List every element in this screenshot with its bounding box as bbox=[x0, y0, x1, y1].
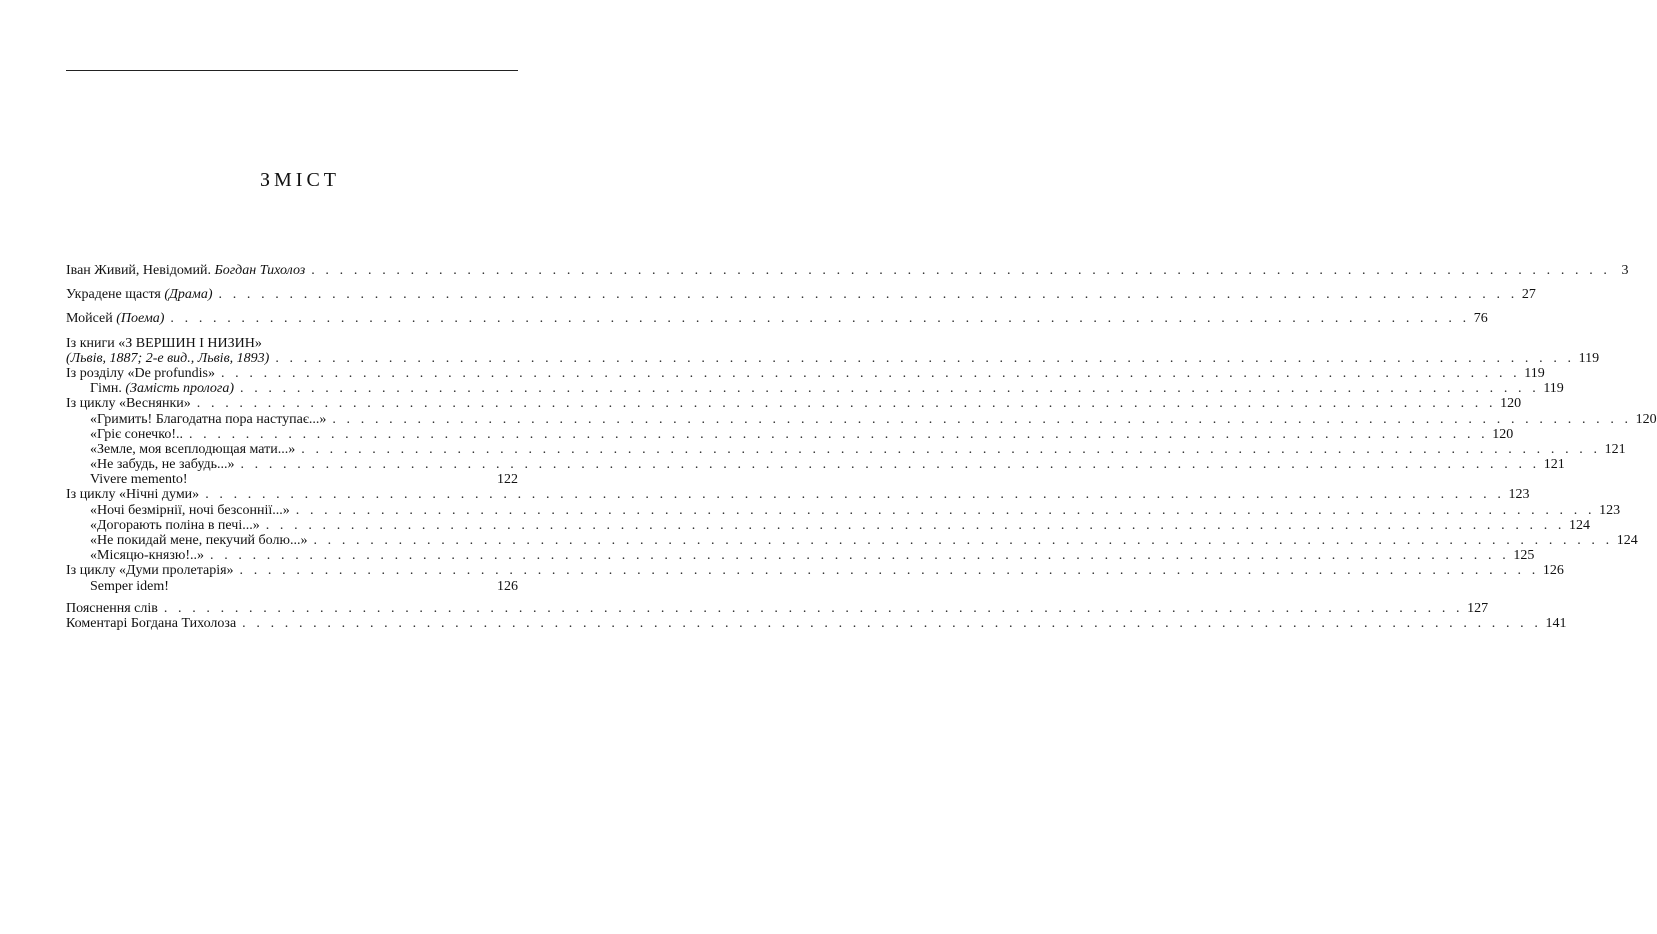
toc-entry-text: Гімн. bbox=[90, 381, 126, 397]
toc-entry bbox=[66, 365, 1545, 381]
toc-entry bbox=[66, 600, 1489, 616]
toc-entry-title bbox=[66, 616, 236, 631]
toc-entry bbox=[66, 457, 1565, 473]
dot-leader: . . . . . . . . . . . . . . . . . . . . . . . . . . . . . . . . . . . . . . . . . . . . . . . . . . . . . . . . . . . . . . . . . . . . . . . . . . . . . . . . . . . . . . . . . . . . bbox=[301, 441, 1601, 457]
dot-leader: . . . . . . . . . . . . . . . . . . . . . . . . . . . . . . . . . . . . . . . . . . . . . . . . . . . . . . . . . . . . . . . . . . . . . . . . . . . . . . . . . . . . . . . . . . . . bbox=[275, 350, 1575, 366]
toc-entry-title bbox=[66, 263, 305, 278]
toc-page-number: 126 bbox=[1542, 563, 1564, 579]
toc-entry bbox=[66, 381, 1564, 397]
dot-leader: . . . . . . . . . . . . . . . . . . . . . . . . . . . . . . . . . . . . . . . . . . . . . . . . . . . . . . . . . . . . . . . . . . . . . . . . . . . . . . . . . . . . . . . . . . . . bbox=[205, 487, 1505, 503]
dot-leader: . . . . . . . . . . . . . . . . . . . . . . . . . . . . . . . . . . . . . . . . . . . . . . . . . . . . . . . . . . . . . . . . . . . . . . . . . . . . . . . . . . . . . . . . . . . . bbox=[163, 600, 1464, 616]
toc-page-number: 27 bbox=[1521, 287, 1536, 303]
dot-leader: . . . . . . . . . . . . . . . . . . . . . . . . . . . . . . . . . . . . . . . . . . . . . . . . . . . . . . . . . . . . . . . . . . . . . . . . . . . . . . . . . . . . . . . . . . . . bbox=[240, 381, 1540, 397]
toc-entry-text: Іван Живий, Невідомий. bbox=[66, 263, 215, 278]
toc-page-number: 123 bbox=[1508, 487, 1530, 503]
toc-entry-title bbox=[66, 518, 260, 533]
toc-entry-text: «Ночі безмірнії, ночі безсоннії...» bbox=[90, 502, 290, 518]
dot-leader: . . . . . . . . . . . . . . . . . . . . . . . . . . . . . . . . . . . . . . . . . . . . . . . . . . . . . . . . . . . . . . . . . . . . . . . . . . . . . . . . . . . . . . . . . . . . bbox=[210, 548, 1510, 564]
toc-entry-title bbox=[66, 503, 290, 518]
toc-entry-title bbox=[66, 457, 234, 472]
dot-leader: . . . . . . . . . . . . . . . . . . . . . . . . . . . . . . . . . . . . . . . . . . . . . . . . . . . . . . . . . . . . . . . . . . . . . . . . . . . . . . . . . . . . . . . . . . . . bbox=[239, 563, 1539, 579]
toc-entry-title bbox=[66, 287, 213, 302]
toc-entry-title bbox=[66, 396, 191, 411]
toc-entry-italic-text: Богдан Тихолоз bbox=[214, 263, 306, 278]
toc-entry bbox=[66, 548, 1535, 564]
dot-leader: . . . . . . . . . . . . . . . . . . . . . . . . . . . . . . . . . . . . . . . . . . . . . . . . . . . . . . . . . . . . . . . . . . . . . . . . . . . . . . . . . . . . . . . . . . . . bbox=[170, 311, 1470, 327]
dot-leader: . . . . . . . . . . . . . . . . . . . . . . . . . . . . . . . . . . . . . . . . . . . . . . . . . . . . . . . . . . . . . . . . . . . . . . . . . . . . . . . . . . . . . . . . . . . . bbox=[295, 502, 1596, 518]
toc-page-number: 119 bbox=[1578, 350, 1600, 366]
dot-leader: . . . . . . . . . . . . . . . . . . . . . . . . . . . . . . . . . . . . . . . . . . . . . . . . . . . . . . . . . . . . . . . . . . . . . . . . . . . . . . . . . . . . . . . . . . . . bbox=[240, 457, 1540, 473]
toc-entry bbox=[66, 533, 1638, 548]
table-of-contents bbox=[66, 263, 1657, 631]
dot-leader: . . . . . . . . . . . . . . . . . . . . . . . . . . . . . . . . . . . . . . . . . . . . . . . . . . . . . . . . . . . . . . . . . . . . . . . . . . . . . . . . . . . . . . . . . . . . bbox=[265, 517, 1566, 533]
toc-entry-text: Коментарі Богдана Тихолоза bbox=[66, 615, 237, 631]
toc-page-number: 119 bbox=[1524, 365, 1545, 381]
toc-entry-title bbox=[66, 579, 169, 594]
toc-entry-title bbox=[66, 487, 199, 502]
toc-entry bbox=[66, 426, 1514, 442]
toc-page-number: 124 bbox=[1616, 533, 1638, 548]
toc-page-number: 127 bbox=[1467, 600, 1489, 616]
toc-entry bbox=[66, 350, 1600, 366]
toc-entry bbox=[66, 472, 518, 487]
toc-page-number: 122 bbox=[497, 472, 518, 488]
toc-entry bbox=[66, 579, 518, 594]
toc-page-number: 119 bbox=[1543, 381, 1564, 397]
toc-page-number: 123 bbox=[1599, 502, 1621, 518]
dot-leader: . . . . . . . . . . . . . . . . . . . . . . . . . . . . . . . . . . . . . . . . . . . . . . . . . . . . . . . . . . . . . . . . . . . . . . . . . . . . . . . . . . . . . . . . . . . . bbox=[332, 411, 1632, 427]
toc-entry-text: «Не забудь, не забудь...» bbox=[90, 457, 235, 473]
dot-leader: . . . . . . . . . . . . . . . . . . . . . . . . . . . . . . . . . . . . . . . . . . . . . . . . . . . . . . . . . . . . . . . . . . . . . . . . . . . . . . . . . . . . . . . . . . . . bbox=[196, 396, 1497, 412]
toc-entry-text: «Гріє сонечко!.. bbox=[90, 426, 183, 442]
toc-entry-text: Із циклу «Нічні думи» bbox=[66, 487, 200, 503]
toc-entry bbox=[66, 336, 518, 351]
toc-entry-text: Із книги «З ВЕРШИН І НИЗИН» bbox=[66, 335, 262, 351]
toc-entry-title bbox=[66, 472, 188, 487]
dot-leader: . . . . . . . . . . . . . . . . . . . . . . . . . . . . . . . . . . . . . . . . . . . . . . . . . . . . . . . . . . . . . . . . . . . . . . . . . . . . . . . . . . . . . . . . . . . . bbox=[220, 365, 1521, 381]
toc-entry-text: Украдене щастя bbox=[66, 287, 165, 303]
toc-entry-title bbox=[66, 336, 262, 351]
toc-entry bbox=[66, 441, 1626, 457]
toc-entry-text: Пояснення слів bbox=[66, 600, 158, 616]
toc-entry-title bbox=[66, 427, 183, 442]
toc-entry bbox=[66, 411, 1657, 427]
toc-entry bbox=[66, 311, 1488, 327]
toc-page-number: 121 bbox=[1604, 441, 1626, 457]
toc-entry-italic-text: (Львів, 1887; 2-е вид., Львів, 1893) bbox=[66, 350, 270, 366]
page-title: ЗМІСТ bbox=[259, 169, 341, 191]
toc-page-number: 121 bbox=[1543, 457, 1565, 473]
toc-entry-title bbox=[66, 311, 164, 326]
toc-page-number: 141 bbox=[1545, 615, 1567, 631]
toc-entry-text: Мойсей bbox=[66, 311, 117, 327]
dot-leader: . . . . . . . . . . . . . . . . . . . . . . . . . . . . . . . . . . . . . . . . . . . . . . . . . . . . . . . . . . . . . . . . . . . . . . . . . . . . . . . . . . . . . . . . . . . . bbox=[188, 426, 1489, 442]
toc-page-number: 125 bbox=[1513, 548, 1535, 564]
toc-entry-italic-text: (Замість пролога) bbox=[125, 381, 235, 397]
toc-entry bbox=[66, 502, 1621, 518]
toc-entry-italic-text: (Драма) bbox=[164, 287, 213, 303]
toc-entry-title bbox=[66, 548, 204, 563]
toc-entry bbox=[66, 263, 1629, 278]
toc-page-number: 120 bbox=[1500, 396, 1522, 412]
toc-entry-italic-text: (Поема) bbox=[116, 311, 165, 327]
toc-entry bbox=[66, 396, 1522, 412]
dot-leader: . . . . . . . . . . . . . . . . . . . . . . . . . . . . . . . . . . . . . . . . . . . . . . . . . . . . . . . . . . . . . . . . . . . . . . . . . . . . . . . . . . . . . . . . . . . . bbox=[242, 615, 1542, 631]
toc-entry-text: Vivere memento! bbox=[90, 472, 188, 488]
toc-page-number: 3 bbox=[1621, 263, 1629, 278]
top-rule bbox=[66, 70, 518, 71]
toc-entry-text: «Земле, моя всеплодющая мати...» bbox=[90, 441, 296, 457]
toc-entry-title bbox=[66, 366, 215, 381]
toc-entry-text: Із циклу «Веснянки» bbox=[66, 396, 191, 412]
toc-page-number: 124 bbox=[1569, 517, 1591, 533]
toc-entry-text: «Не покидай мене, пекучий болю...» bbox=[90, 533, 308, 548]
toc-entry bbox=[66, 615, 1567, 631]
toc-entry-text: «Гримить! Благодатна пора наступає...» bbox=[90, 411, 327, 427]
dot-leader: . . . . . . . . . . . . . . . . . . . . . . . . . . . . . . . . . . . . . . . . . . . . . . . . . . . . . . . . . . . . . . . . . . . . . . . . . . . . . . . . . . . . . . . . . . . . bbox=[218, 287, 1518, 303]
toc-entry-text: Semper idem! bbox=[90, 578, 169, 594]
toc-entry-title bbox=[66, 442, 295, 457]
toc-entry bbox=[66, 287, 1536, 303]
dot-leader: . . . . . . . . . . . . . . . . . . . . . . . . . . . . . . . . . . . . . . . . . . . . . . . . . . . . . . . . . . . . . . . . . . . . . . . . . . . . . . . . . . . . . . . . . . . . bbox=[311, 263, 1611, 278]
toc-page-number: 120 bbox=[1492, 426, 1514, 442]
dot-leader: . . . . . . . . . . . . . . . . . . . . . . . . . . . . . . . . . . . . . . . . . . . . . . . . . . . . . . . . . . . . . . . . . . . . . . . . . . . . . . . . . . . . . . . . . . . . bbox=[313, 533, 1613, 548]
toc-entry-text: Із розділу «De profundis» bbox=[66, 365, 215, 381]
toc-entry bbox=[66, 487, 1530, 503]
toc-entry-title bbox=[66, 533, 307, 548]
toc-page-number: 76 bbox=[1473, 311, 1488, 327]
toc-entry-title bbox=[66, 563, 234, 578]
toc-entry-text: Із циклу «Думи пролетарія» bbox=[66, 563, 234, 579]
toc-entry-text: «Догорають поліна в печі...» bbox=[90, 517, 260, 533]
toc-page-number: 126 bbox=[497, 578, 518, 594]
toc-entry bbox=[66, 563, 1564, 579]
toc-page-number: 120 bbox=[1635, 411, 1657, 427]
toc-entry bbox=[66, 517, 1591, 533]
toc-entry-title bbox=[66, 381, 234, 396]
toc-entry-title bbox=[66, 412, 326, 427]
toc-entry-text: «Місяцю-князю!..» bbox=[90, 548, 204, 564]
toc-entry-title bbox=[66, 351, 269, 366]
toc-entry-title bbox=[66, 601, 158, 616]
